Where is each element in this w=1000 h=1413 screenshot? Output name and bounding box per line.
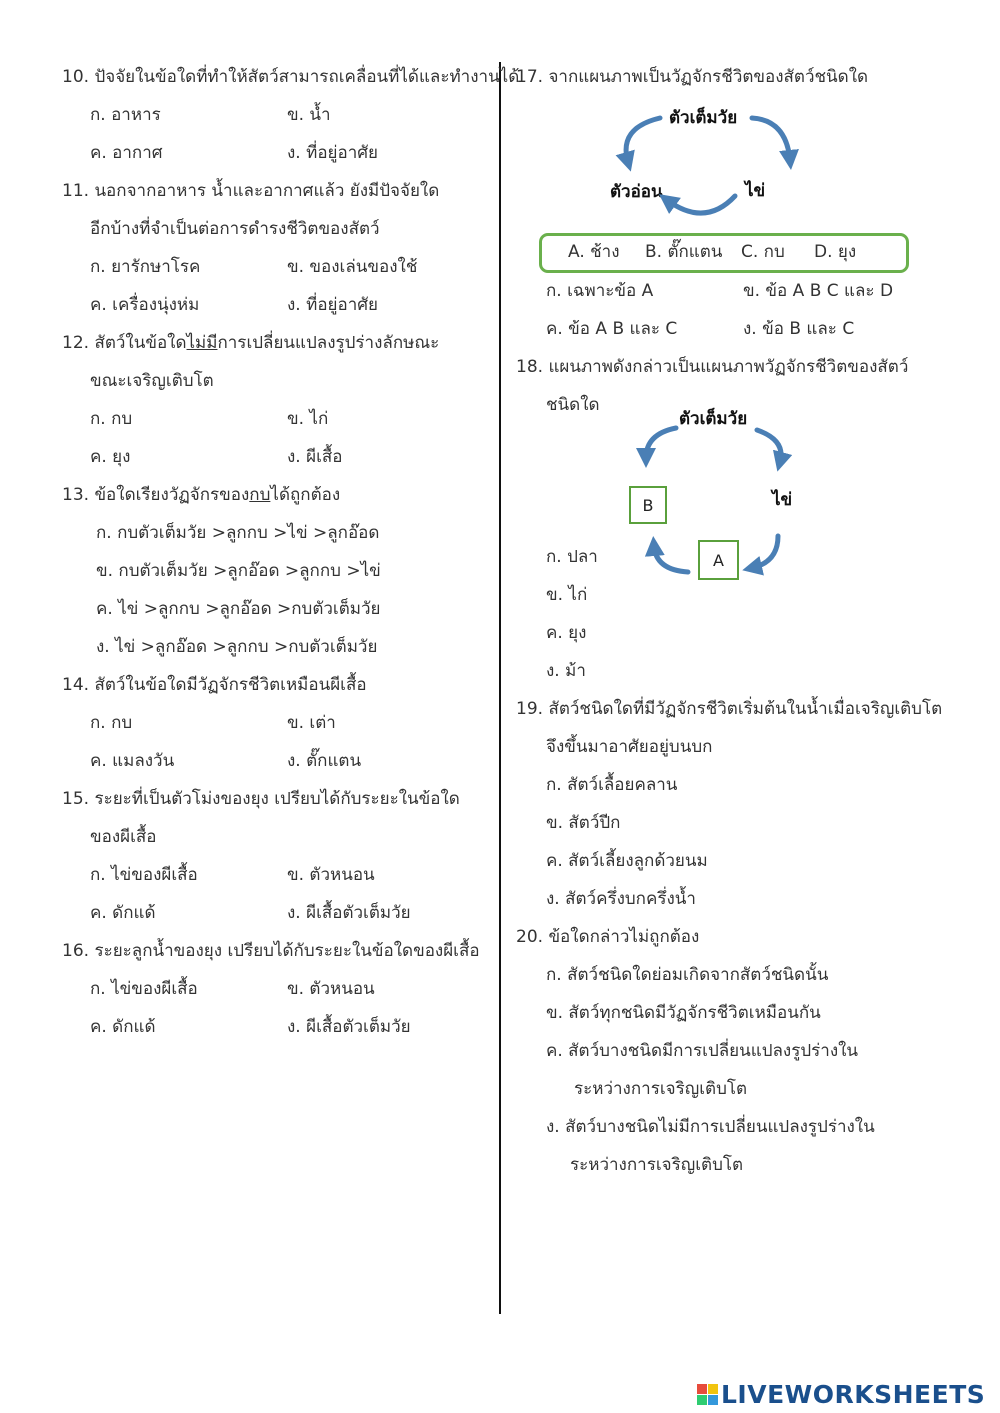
q15-option-d[interactable]: ง. ผีเสื้อตัวเต็มวัย [287, 903, 411, 923]
question-18: 18. แผนภาพดังกล่าวเป็นแผนภาพวัฏจักรชีวิตของสัตว์ [516, 357, 909, 377]
q20-option-d[interactable]: ง. สัตว์บางชนิดไม่มีการเปลี่ยนแปลงรูปร่างใน [546, 1117, 875, 1137]
q17-option-b[interactable]: ข. ข้อ A B C และ D [743, 281, 894, 301]
question-13: 13. ข้อใดเรียงวัฏจักรของกบได้ถูกต้อง [62, 485, 341, 505]
question-18-line2: ชนิดใด [546, 395, 600, 415]
d17-choice-a: A. ช้าง [568, 242, 620, 262]
d18-arrow-bottom-left [654, 546, 688, 572]
q15-option-b[interactable]: ข. ตัวหนอน [287, 865, 375, 885]
q19-option-c[interactable]: ค. สัตว์เลี้ยงลูกด้วยนม [546, 851, 708, 871]
q13-option-b[interactable]: ข. กบตัวเต็มวัย >ลูกอ๊อด >ลูกกบ >ไข่ [96, 561, 381, 581]
q12-option-b[interactable]: ข. ไก่ [287, 409, 329, 429]
q11-option-a[interactable]: ก. ยารักษาโรค [90, 257, 201, 277]
q16-option-a[interactable]: ก. ไข่ของผีเสื้อ [90, 979, 198, 999]
question-15-line2: ของผีเสื้อ [90, 827, 157, 847]
q17-option-d[interactable]: ง. ข้อ B และ C [743, 319, 855, 339]
d17-arrow-top-right [752, 118, 790, 160]
question-11: 11. นอกจากอาหาร น้ำและอากาศแล้ว ยังมีปัจจัยใด [62, 181, 440, 201]
q17-option-a[interactable]: ก. เฉพาะข้อ A [546, 281, 654, 301]
question-17: 17. จากแผนภาพเป็นวัฏจักรชีวิตของสัตว์ชนิดใด [516, 67, 869, 87]
question-11-line2: อีกบ้างที่จำเป็นต่อการดำรงชีวิตของสัตว์ [90, 219, 380, 239]
question-15: 15. ระยะที่เป็นตัวโม่งของยุง เปรียบได้กับระยะในข้อใด [62, 789, 460, 809]
question-12-line2: ขณะเจริญเติบโต [90, 371, 214, 391]
question-12: 12. สัตว์ในข้อใดไม่มีการเปลี่ยนแปลงรูปร่างลักษณะ [62, 333, 440, 353]
d17-young-label: ตัวอ่อน [610, 182, 663, 202]
brand-name: LIVEWORKSHEETS [721, 1379, 986, 1409]
q20-option-d-line2: ระหว่างการเจริญเติบโต [570, 1155, 744, 1175]
q19-option-b[interactable]: ข. สัตว์ปีก [546, 813, 621, 833]
q15-option-a[interactable]: ก. ไข่ของผีเสื้อ [90, 865, 198, 885]
q14-option-a[interactable]: ก. กบ [90, 713, 133, 733]
q20-option-a[interactable]: ก. สัตว์ชนิดใดย่อมเกิดจากสัตว์ชนิดนั้น [546, 965, 829, 985]
logo-grid-icon [697, 1384, 718, 1405]
d18-arrow-left [646, 428, 676, 458]
question-19: 19. สัตว์ชนิดใดที่มีวัฏจักรชีวิตเริ่มต้นในน้ำเมื่อเจริญเติบโต [516, 699, 943, 719]
q14-option-c[interactable]: ค. แมลงวัน [90, 751, 175, 771]
column-divider [499, 62, 501, 1314]
q10-option-a[interactable]: ก. อาหาร [90, 105, 161, 125]
q18-option-c[interactable]: ค. ยุง [546, 623, 587, 643]
q17-option-c[interactable]: ค. ข้อ A B และ C [546, 319, 678, 339]
d17-choice-b: B. ตั๊กแตน [645, 242, 723, 262]
question-10: 10. ปัจจัยในข้อใดที่ทำให้สัตว์สามารถเคลื่อนที่ได้และทำงานได้ [62, 67, 520, 87]
q14-option-b[interactable]: ข. เต่า [287, 713, 336, 733]
q13-option-d[interactable]: ง. ไข่ >ลูกอ๊อด >ลูกกบ >กบตัวเต็มวัย [96, 637, 378, 657]
q13-option-a[interactable]: ก. กบตัวเต็มวัย >ลูกกบ >ไข่ >ลูกอ๊อด [96, 523, 380, 543]
d17-adult-label: ตัวเต็มวัย [669, 108, 738, 128]
q15-option-c[interactable]: ค. ดักแด้ [90, 903, 156, 923]
d17-egg-label: ไข่ [745, 181, 766, 201]
q14-option-d[interactable]: ง. ตั๊กแตน [287, 751, 362, 771]
q19-option-d[interactable]: ง. สัตว์ครึ่งบกครึ่งน้ำ [546, 889, 696, 909]
q10-option-d[interactable]: ง. ที่อยู่อาศัย [287, 143, 378, 163]
d18-arrow-bottom-right [752, 536, 778, 568]
q13-option-c[interactable]: ค. ไข่ >ลูกกบ >ลูกอ๊อด >กบตัวเต็มวัย [96, 599, 381, 619]
question-14: 14. สัตว์ในข้อใดมีวัฏจักรชีวิตเหมือนผีเสื้อ [62, 675, 367, 695]
q10-option-b[interactable]: ข. น้ำ [287, 105, 331, 125]
q18-option-d[interactable]: ง. ม้า [546, 661, 586, 681]
d17-choice-d: D. ยุง [814, 242, 857, 262]
d17-arrow-bottom [667, 196, 735, 213]
d18-arrow-top-right [757, 430, 781, 462]
question-20: 20. ข้อใดกล่าวไม่ถูกต้อง [516, 927, 700, 947]
d18-egg-label: ไข่ [772, 490, 793, 510]
q12-option-d[interactable]: ง. ผีเสื้อ [287, 447, 343, 467]
question-16: 16. ระยะลูกน้ำของยุง เปรียบได้กับระยะในข้อใดของผีเสื้อ [62, 941, 480, 961]
q12-option-c[interactable]: ค. ยุง [90, 447, 131, 467]
q11-option-c[interactable]: ค. เครื่องนุ่งห่ม [90, 295, 200, 315]
q16-option-d[interactable]: ง. ผีเสื้อตัวเต็มวัย [287, 1017, 411, 1037]
q20-option-c-line2: ระหว่างการเจริญเติบโต [574, 1079, 748, 1099]
q20-option-c[interactable]: ค. สัตว์บางชนิดมีการเปลี่ยนแปลงรูปร่างใน [546, 1041, 859, 1061]
q18-option-a[interactable]: ก. ปลา [546, 547, 598, 567]
d17-choice-c: C. กบ [741, 242, 785, 262]
q16-option-b[interactable]: ข. ตัวหนอน [287, 979, 375, 999]
d18-adult-label: ตัวเต็มวัย [679, 409, 748, 429]
q16-option-c[interactable]: ค. ดักแด้ [90, 1017, 156, 1037]
question-19-line2: จึงขึ้นมาอาศัยอยู่บนบก [546, 737, 713, 757]
q20-option-b[interactable]: ข. สัตว์ทุกชนิดมีวัฏจักรชีวิตเหมือนกัน [546, 1003, 821, 1023]
q11-option-b[interactable]: ข. ของเล่นของใช้ [287, 257, 418, 277]
d17-arrow-left [626, 118, 660, 162]
q11-option-d[interactable]: ง. ที่อยู่อาศัย [287, 295, 378, 315]
d18-box-b[interactable]: B [629, 486, 667, 524]
q12-option-a[interactable]: ก. กบ [90, 409, 133, 429]
q19-option-a[interactable]: ก. สัตว์เลื้อยคลาน [546, 775, 678, 795]
liveworksheets-logo [697, 1379, 985, 1409]
d18-box-a[interactable]: A [698, 540, 739, 580]
q10-option-c[interactable]: ค. อากาศ [90, 143, 163, 163]
q18-option-b[interactable]: ข. ไก่ [546, 585, 588, 605]
